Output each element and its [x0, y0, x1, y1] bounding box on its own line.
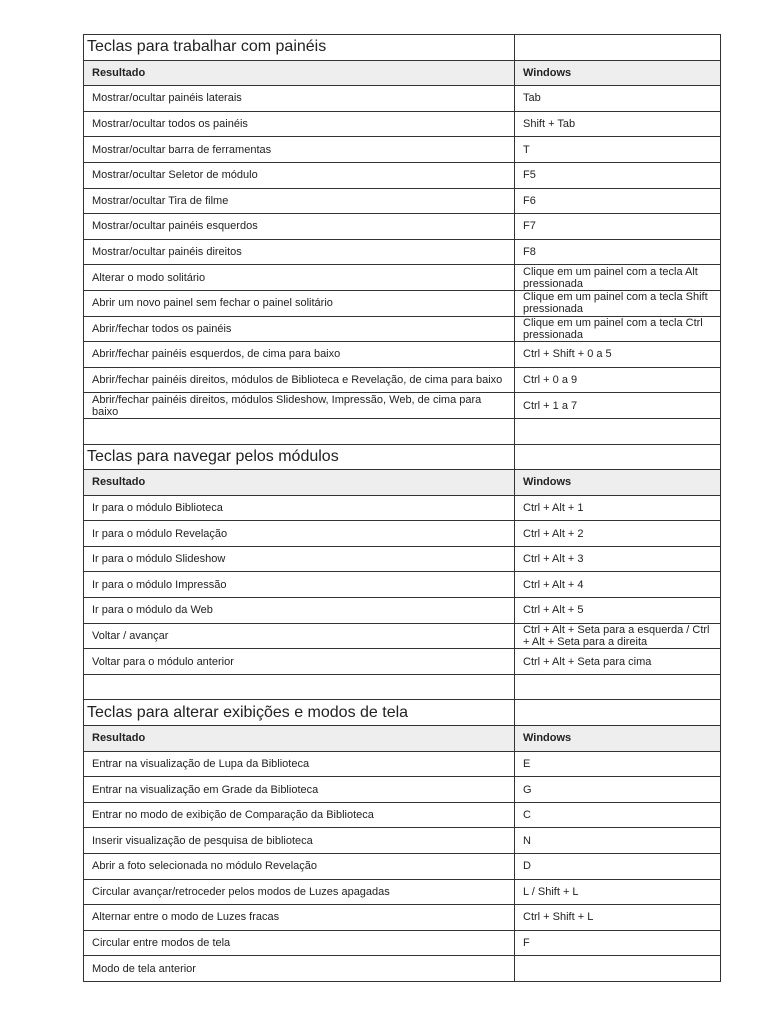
- table-row: [84, 290, 721, 316]
- shortcut-cell: Ctrl + Alt + Seta para cima: [515, 649, 721, 675]
- section-title-empty-cell: [515, 700, 721, 726]
- shortcut-cell: [515, 956, 721, 982]
- section-title-empty-cell: [515, 444, 721, 470]
- shortcut-cell: Shift + Tab: [515, 111, 721, 137]
- result-cell: Abrir/fechar painéis direitos, módulos de Biblioteca e Revelação, de cima para baixo: [84, 367, 515, 393]
- table-row: [84, 367, 721, 393]
- table-row: [84, 879, 721, 905]
- shortcut-cell: F8: [515, 239, 721, 265]
- column-header-row: [84, 726, 721, 752]
- shortcut-cell: Ctrl + Alt + 2: [515, 521, 721, 547]
- section-title-row: [84, 35, 721, 61]
- result-cell: Abrir/fechar painéis esquerdos, de cima para baixo: [84, 342, 515, 368]
- result-cell: Mostrar/ocultar painéis direitos: [84, 239, 515, 265]
- table-row: [84, 137, 721, 163]
- blank-cell: [84, 674, 515, 700]
- column-header-result: Resultado: [84, 470, 515, 496]
- shortcut-cell: F6: [515, 188, 721, 214]
- shortcut-cell: Ctrl + 1 a 7: [515, 393, 721, 419]
- table-row: [84, 342, 721, 368]
- column-header-row: [84, 470, 721, 496]
- table-row: [84, 956, 721, 982]
- table-row: [84, 188, 721, 214]
- section-title: Teclas para trabalhar com painéis: [84, 35, 515, 61]
- shortcut-cell: F5: [515, 162, 721, 188]
- column-header-result: Resultado: [84, 60, 515, 86]
- shortcut-cell: Clique em um painel com a tecla Ctrl pressionada: [515, 316, 721, 342]
- blank-cell: [515, 674, 721, 700]
- column-header-windows: Windows: [515, 726, 721, 752]
- table-row: [84, 111, 721, 137]
- result-cell: Mostrar/ocultar Seletor de módulo: [84, 162, 515, 188]
- result-cell: Mostrar/ocultar painéis esquerdos: [84, 214, 515, 240]
- result-cell: Abrir/fechar todos os painéis: [84, 316, 515, 342]
- shortcut-cell: Ctrl + Alt + 3: [515, 546, 721, 572]
- result-cell: Ir para o módulo Biblioteca: [84, 495, 515, 521]
- table-row: [84, 546, 721, 572]
- shortcut-cell: L / Shift + L: [515, 879, 721, 905]
- result-cell: Entrar na visualização de Lupa da Biblioteca: [84, 751, 515, 777]
- blank-cell: [515, 418, 721, 444]
- shortcut-cell: Ctrl + Alt + 4: [515, 572, 721, 598]
- result-cell: Alterar o modo solitário: [84, 265, 515, 291]
- table-row: [84, 86, 721, 112]
- column-header-windows: Windows: [515, 470, 721, 496]
- table-row: [84, 777, 721, 803]
- result-cell: Ir para o módulo da Web: [84, 598, 515, 624]
- section-title: Teclas para navegar pelos módulos: [84, 444, 515, 470]
- shortcut-cell: F7: [515, 214, 721, 240]
- shortcuts-table: [83, 34, 721, 982]
- table-row: [84, 598, 721, 624]
- shortcut-cell: Clique em um painel com a tecla Alt pressionada: [515, 265, 721, 291]
- table-row: [84, 162, 721, 188]
- table-row: [84, 802, 721, 828]
- section-title-row: [84, 700, 721, 726]
- shortcut-cell: Ctrl + Shift + 0 a 5: [515, 342, 721, 368]
- blank-row: [84, 674, 721, 700]
- table-row: [84, 393, 721, 419]
- result-cell: Abrir/fechar painéis direitos, módulos Slideshow, Impressão, Web, de cima para baixo: [84, 393, 515, 419]
- blank-cell: [84, 418, 515, 444]
- result-cell: Abrir a foto selecionada no módulo Revelação: [84, 854, 515, 880]
- shortcut-cell: Tab: [515, 86, 721, 112]
- shortcut-cell: E: [515, 751, 721, 777]
- result-cell: Entrar na visualização em Grade da Biblioteca: [84, 777, 515, 803]
- result-cell: Ir para o módulo Revelação: [84, 521, 515, 547]
- shortcut-cell: Ctrl + Shift + L: [515, 905, 721, 931]
- shortcut-cell: Ctrl + Alt + Seta para a esquerda / Ctrl + Alt + Seta para a direita: [515, 623, 721, 649]
- table-row: [84, 623, 721, 649]
- table-row: [84, 572, 721, 598]
- table-row: [84, 828, 721, 854]
- table-row: [84, 521, 721, 547]
- result-cell: Mostrar/ocultar Tira de filme: [84, 188, 515, 214]
- table-row: [84, 649, 721, 675]
- column-header-row: [84, 60, 721, 86]
- section-title: Teclas para alterar exibições e modos de tela: [84, 700, 515, 726]
- table-row: [84, 930, 721, 956]
- table-row: [84, 316, 721, 342]
- result-cell: Ir para o módulo Impressão: [84, 572, 515, 598]
- table-row: [84, 854, 721, 880]
- shortcut-cell: Ctrl + 0 a 9: [515, 367, 721, 393]
- shortcut-cell: Clique em um painel com a tecla Shift pressionada: [515, 290, 721, 316]
- section-title-row: [84, 444, 721, 470]
- result-cell: Mostrar/ocultar todos os painéis: [84, 111, 515, 137]
- result-cell: Ir para o módulo Slideshow: [84, 546, 515, 572]
- shortcuts-table-body: [84, 35, 721, 982]
- shortcut-cell: Ctrl + Alt + 1: [515, 495, 721, 521]
- column-header-result: Resultado: [84, 726, 515, 752]
- shortcut-cell: F: [515, 930, 721, 956]
- table-row: [84, 214, 721, 240]
- result-cell: Abrir um novo painel sem fechar o painel solitário: [84, 290, 515, 316]
- result-cell: Voltar para o módulo anterior: [84, 649, 515, 675]
- result-cell: Modo de tela anterior: [84, 956, 515, 982]
- shortcut-cell: N: [515, 828, 721, 854]
- result-cell: Alternar entre o modo de Luzes fracas: [84, 905, 515, 931]
- shortcut-cell: D: [515, 854, 721, 880]
- shortcut-cell: T: [515, 137, 721, 163]
- table-row: [84, 495, 721, 521]
- result-cell: Entrar no modo de exibição de Comparação da Biblioteca: [84, 802, 515, 828]
- table-row: [84, 905, 721, 931]
- result-cell: Mostrar/ocultar barra de ferramentas: [84, 137, 515, 163]
- result-cell: Circular avançar/retroceder pelos modos de Luzes apagadas: [84, 879, 515, 905]
- table-row: [84, 239, 721, 265]
- column-header-windows: Windows: [515, 60, 721, 86]
- result-cell: Circular entre modos de tela: [84, 930, 515, 956]
- shortcut-cell: G: [515, 777, 721, 803]
- shortcut-cell: Ctrl + Alt + 5: [515, 598, 721, 624]
- blank-row: [84, 418, 721, 444]
- result-cell: Voltar / avançar: [84, 623, 515, 649]
- shortcut-cell: C: [515, 802, 721, 828]
- table-row: [84, 751, 721, 777]
- result-cell: Mostrar/ocultar painéis laterais: [84, 86, 515, 112]
- section-title-empty-cell: [515, 35, 721, 61]
- table-row: [84, 265, 721, 291]
- result-cell: Inserir visualização de pesquisa de biblioteca: [84, 828, 515, 854]
